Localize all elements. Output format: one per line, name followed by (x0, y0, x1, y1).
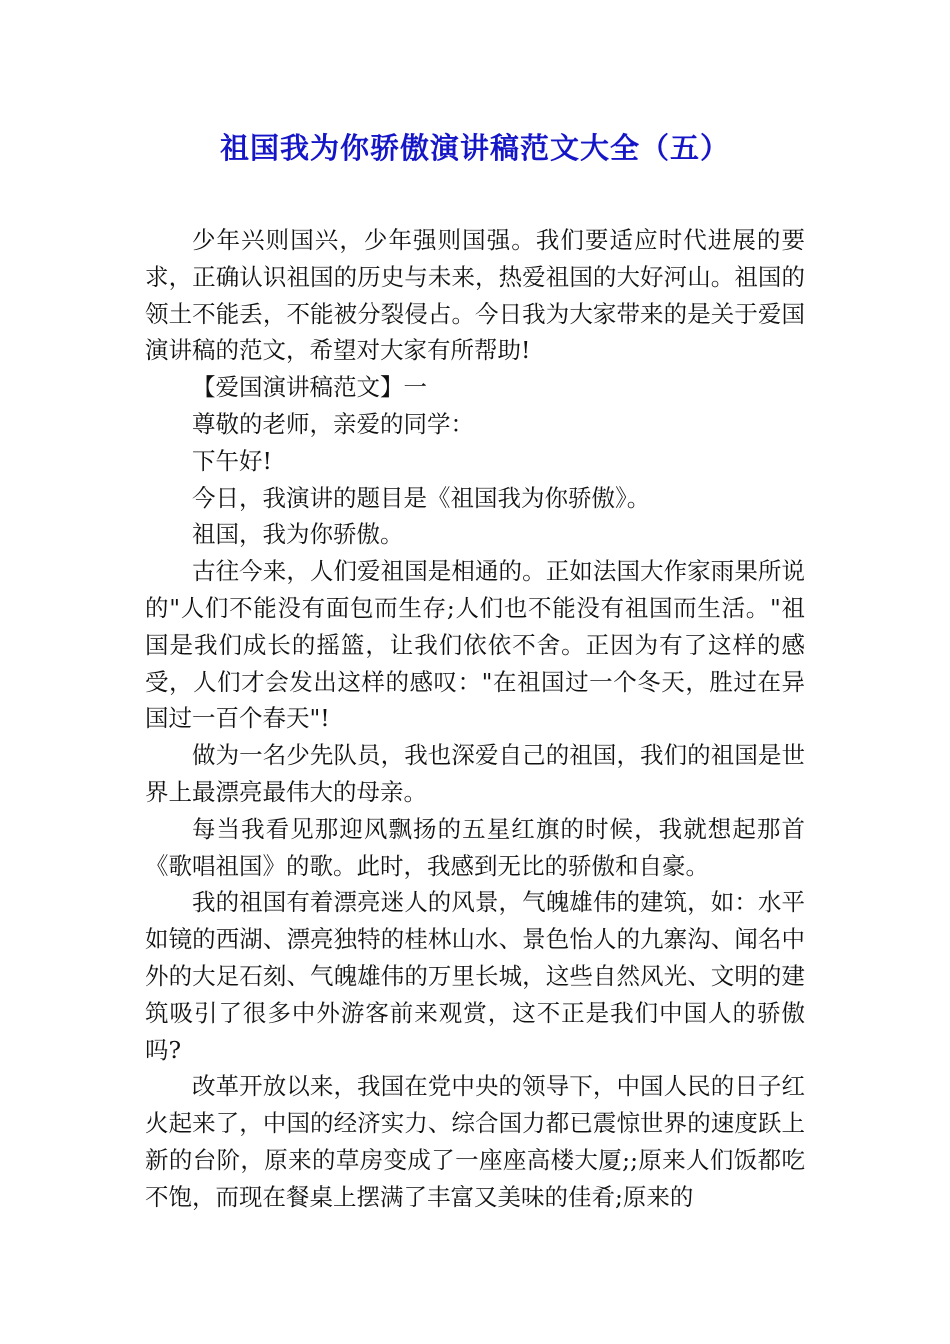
paragraph-reform: 改革开放以来，我国在党中央的领导下，中国人民的日子红火起来了，中国的经济实力、综合国力都已震惊世界的速度跃上新的台阶，原来的草房变成了一座座高楼大厦;;原来人们饭都吃不饱，而现在餐桌上摆满了丰富又美味的佳肴;原来的 (145, 1072, 805, 1211)
paragraph-statement: 祖国，我为你骄傲。 (192, 520, 404, 549)
paragraph-greeting: 下午好! (192, 446, 272, 475)
paragraph-flag: 每当我看见那迎风飘扬的五星红旗的时候，我就想起那首《歌唱祖国》的歌。此时，我感到无比的骄傲和自豪。 (145, 814, 805, 880)
paragraph-topic: 今日，我演讲的题目是《祖国我为你骄傲》。 (192, 483, 651, 512)
document-title: 祖国我为你骄傲演讲稿范文大全（五） (219, 131, 730, 165)
paragraph-intro: 少年兴则国兴，少年强则国强。我们要适应时代进展的要求，正确认识祖国的历史与未来，热爱祖国的大好河山。祖国的领土不能丢，不能被分裂侵占。今日我为大家带来的是关于爱国演讲稿的范文，希望对大家有所帮助! (145, 226, 805, 365)
document-body (145, 222, 805, 1216)
paragraph-section-heading: 【爱国演讲稿范文】一 (192, 373, 427, 402)
paragraph-salutation: 尊敬的老师，亲爱的同学： (192, 409, 474, 438)
paragraph-hugo-quote: 古往今来，人们爱祖国是相通的。正如法国大作家雨果所说的"人们不能没有面包而生存;人们也不能没有祖国而生活。"祖国是我们成长的摇篮，让我们依依不舍。正因为有了这样的感受，人们才会发出这样的感叹："在祖国过一个冬天，胜过在异国过一百个春天"! (145, 557, 805, 733)
paragraph-scenery: 我的祖国有着漂亮迷人的风景，气魄雄伟的建筑，如：水平如镜的西湖、漂亮独特的桂林山水、景色怡人的九寨沟、闻名中外的大足石刻、气魄雄伟的万里长城，这些自然风光、文明的建筑吸引了很多中外游客前来观赏，这不正是我们中国人的骄傲吗? (145, 888, 805, 1064)
paragraph-young-pioneer: 做为一名少先队员，我也深爱自己的祖国，我们的祖国是世界上最漂亮最伟大的母亲。 (145, 741, 805, 806)
